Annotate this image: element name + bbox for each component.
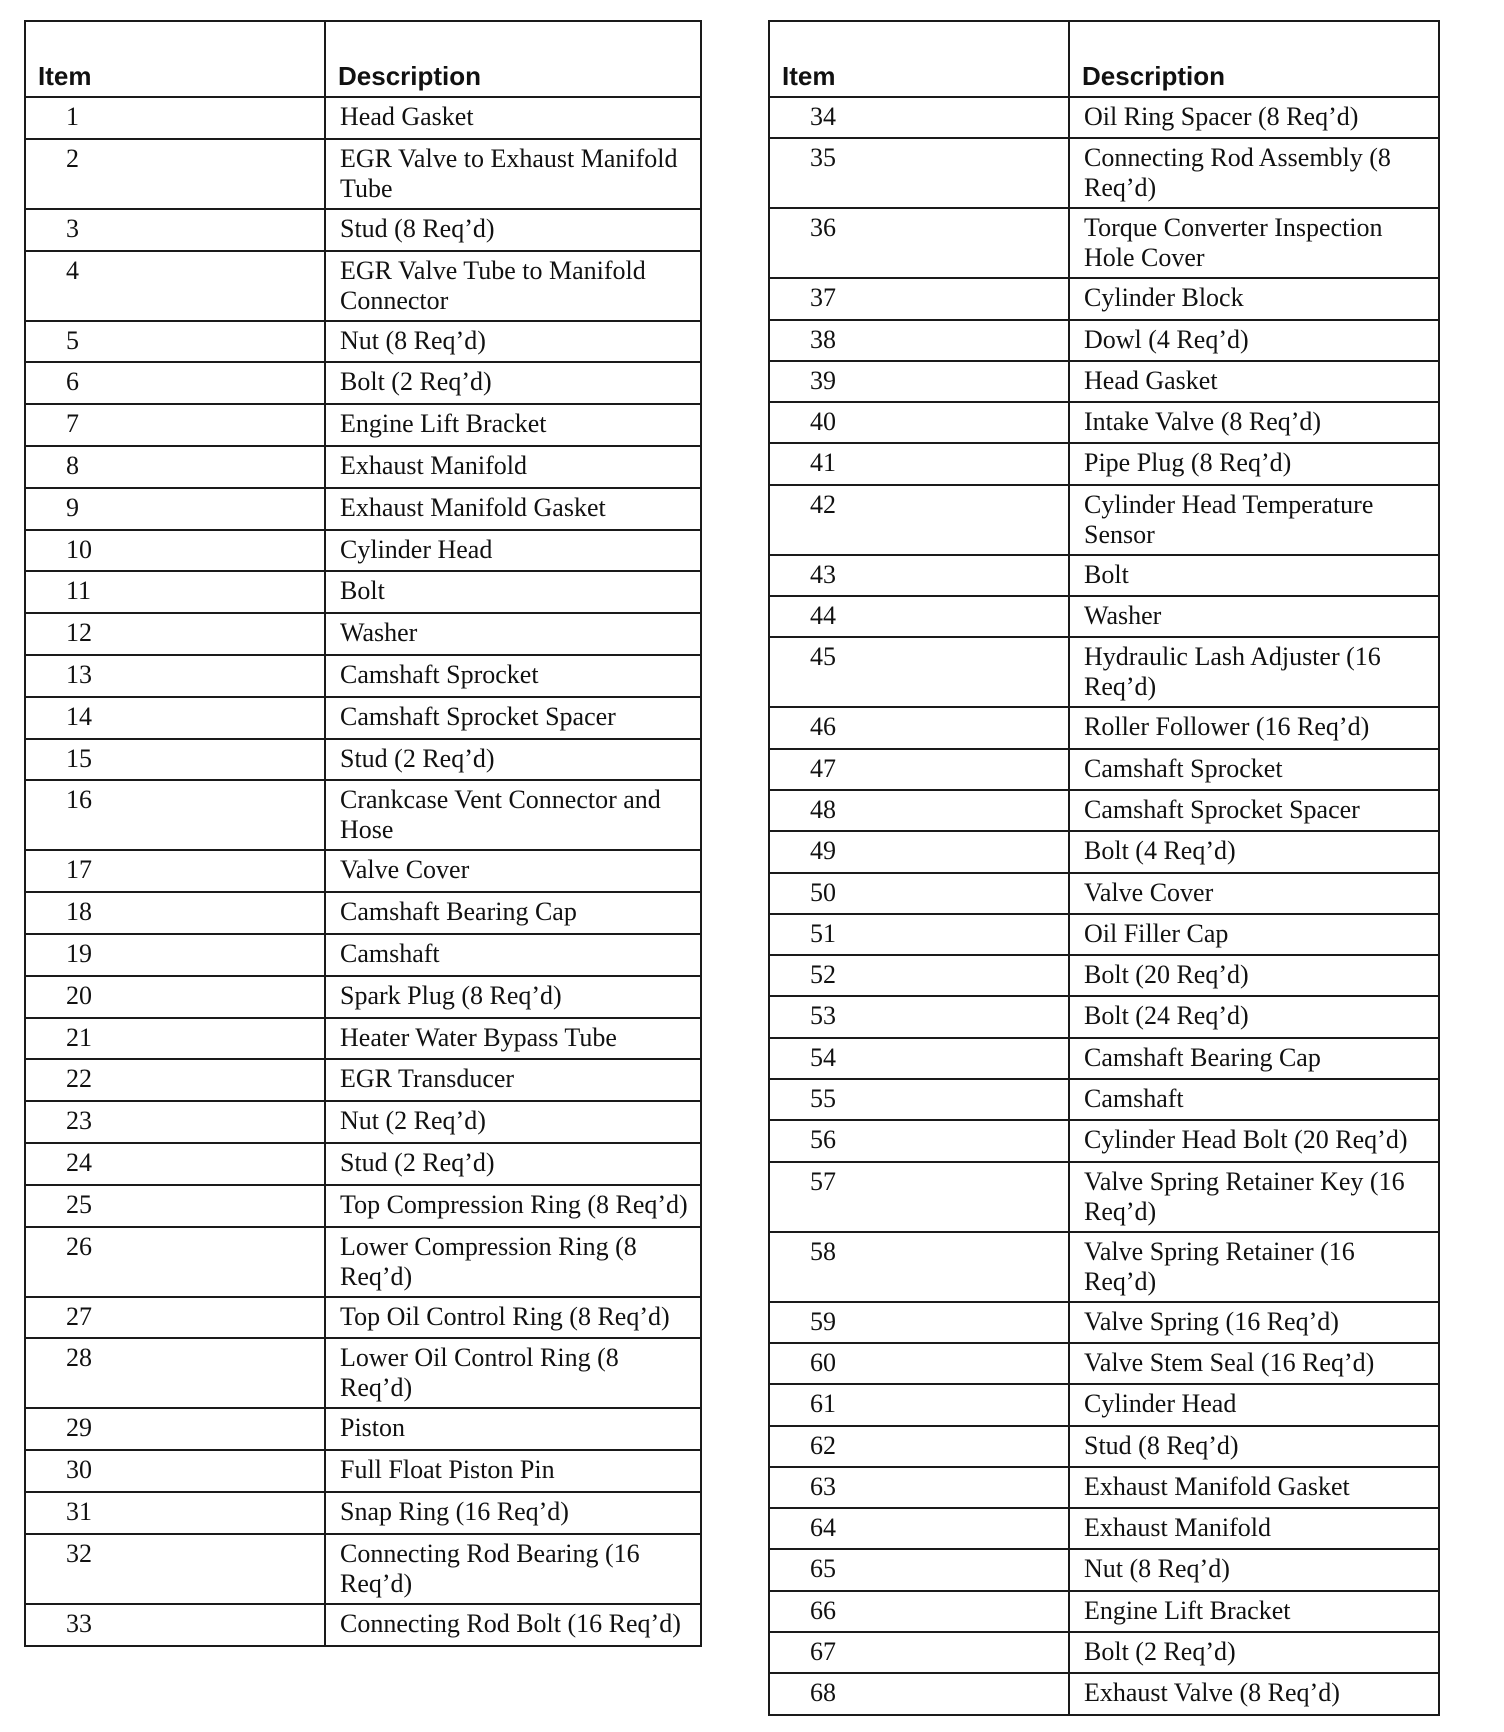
parts-table-left bbox=[24, 20, 702, 1647]
item-number-cell: 14 bbox=[25, 697, 325, 739]
description-cell: Pipe Plug (8 Req’d) bbox=[1069, 443, 1439, 484]
item-number-cell: 9 bbox=[25, 488, 325, 530]
item-number-cell: 62 bbox=[769, 1426, 1069, 1467]
description-cell: Camshaft bbox=[325, 934, 701, 976]
description-cell: Exhaust Manifold Gasket bbox=[1069, 1467, 1439, 1508]
item-number-cell: 52 bbox=[769, 955, 1069, 996]
table-row bbox=[769, 97, 1439, 138]
table-row bbox=[769, 637, 1439, 707]
item-number-cell: 68 bbox=[769, 1673, 1069, 1714]
table-row bbox=[769, 1302, 1439, 1343]
description-cell: Exhaust Manifold bbox=[325, 446, 701, 488]
table-row bbox=[769, 485, 1439, 555]
description-cell: Nut (8 Req’d) bbox=[325, 321, 701, 363]
description-cell: Valve Spring Retainer (16 Req’d) bbox=[1069, 1232, 1439, 1302]
table-row bbox=[769, 1508, 1439, 1549]
item-number-cell: 60 bbox=[769, 1343, 1069, 1384]
item-number-cell: 27 bbox=[25, 1297, 325, 1339]
table-row bbox=[769, 138, 1439, 208]
description-cell: Full Float Piston Pin bbox=[325, 1450, 701, 1492]
description-cell: Nut (8 Req’d) bbox=[1069, 1549, 1439, 1590]
item-number-cell: 22 bbox=[25, 1059, 325, 1101]
table-row bbox=[25, 404, 701, 446]
table-row bbox=[25, 446, 701, 488]
item-number-cell: 61 bbox=[769, 1384, 1069, 1425]
description-cell: Bolt bbox=[1069, 555, 1439, 596]
table-row bbox=[769, 914, 1439, 955]
table-row bbox=[25, 1408, 701, 1450]
item-number-cell: 63 bbox=[769, 1467, 1069, 1508]
item-number-cell: 36 bbox=[769, 208, 1069, 278]
item-number-cell: 55 bbox=[769, 1079, 1069, 1120]
description-cell: Top Compression Ring (8 Req’d) bbox=[325, 1185, 701, 1227]
table-row bbox=[25, 1604, 701, 1646]
description-cell: Top Oil Control Ring (8 Req’d) bbox=[325, 1297, 701, 1339]
item-number-cell: 38 bbox=[769, 320, 1069, 361]
description-cell: Washer bbox=[1069, 596, 1439, 637]
description-cell: Stud (8 Req’d) bbox=[325, 209, 701, 251]
table-row bbox=[25, 362, 701, 404]
table-row bbox=[25, 934, 701, 976]
item-number-cell: 2 bbox=[25, 139, 325, 209]
table-row bbox=[25, 1534, 701, 1604]
table-row bbox=[25, 1450, 701, 1492]
item-number-cell: 58 bbox=[769, 1232, 1069, 1302]
item-number-cell: 19 bbox=[25, 934, 325, 976]
table-row bbox=[25, 321, 701, 363]
description-cell: Connecting Rod Assembly (8 Req’d) bbox=[1069, 138, 1439, 208]
description-cell: Camshaft Sprocket bbox=[325, 655, 701, 697]
table-row bbox=[769, 443, 1439, 484]
table-row bbox=[769, 1426, 1439, 1467]
description-cell: Camshaft Bearing Cap bbox=[1069, 1038, 1439, 1079]
description-cell: Valve Cover bbox=[325, 850, 701, 892]
description-cell: Snap Ring (16 Req’d) bbox=[325, 1492, 701, 1534]
table-row bbox=[25, 488, 701, 530]
item-number-cell: 4 bbox=[25, 251, 325, 321]
description-cell: Bolt bbox=[325, 571, 701, 613]
item-number-cell: 39 bbox=[769, 361, 1069, 402]
item-number-cell: 40 bbox=[769, 402, 1069, 443]
table-row bbox=[25, 613, 701, 655]
table-row bbox=[25, 1018, 701, 1060]
description-cell: Crankcase Vent Connector and Hose bbox=[325, 780, 701, 850]
table-row bbox=[25, 97, 701, 139]
item-number-cell: 10 bbox=[25, 530, 325, 572]
description-cell: Lower Oil Control Ring (8 Req’d) bbox=[325, 1338, 701, 1408]
item-number-cell: 28 bbox=[25, 1338, 325, 1408]
item-column-header: Item bbox=[25, 21, 325, 97]
table-row bbox=[25, 655, 701, 697]
description-cell: Valve Spring (16 Req’d) bbox=[1069, 1302, 1439, 1343]
description-cell: Exhaust Manifold bbox=[1069, 1508, 1439, 1549]
description-cell: Engine Lift Bracket bbox=[325, 404, 701, 446]
item-number-cell: 33 bbox=[25, 1604, 325, 1646]
item-number-cell: 45 bbox=[769, 637, 1069, 707]
description-cell: Bolt (2 Req’d) bbox=[1069, 1632, 1439, 1673]
item-number-cell: 21 bbox=[25, 1018, 325, 1060]
item-number-cell: 7 bbox=[25, 404, 325, 446]
description-cell: Engine Lift Bracket bbox=[1069, 1591, 1439, 1632]
item-number-cell: 3 bbox=[25, 209, 325, 251]
table-row bbox=[769, 402, 1439, 443]
description-cell: Cylinder Block bbox=[1069, 278, 1439, 319]
table-row bbox=[769, 278, 1439, 319]
description-cell: Oil Ring Spacer (8 Req’d) bbox=[1069, 97, 1439, 138]
item-number-cell: 18 bbox=[25, 892, 325, 934]
item-number-cell: 16 bbox=[25, 780, 325, 850]
description-cell: EGR Valve to Exhaust Manifold Tube bbox=[325, 139, 701, 209]
item-number-cell: 65 bbox=[769, 1549, 1069, 1590]
description-cell: Camshaft Sprocket Spacer bbox=[1069, 790, 1439, 831]
table-row bbox=[25, 976, 701, 1018]
description-cell: Exhaust Valve (8 Req’d) bbox=[1069, 1673, 1439, 1714]
table-row bbox=[769, 1467, 1439, 1508]
table-row bbox=[25, 1101, 701, 1143]
description-cell: Stud (8 Req’d) bbox=[1069, 1426, 1439, 1467]
description-cell: Connecting Rod Bolt (16 Req’d) bbox=[325, 1604, 701, 1646]
description-cell: Head Gasket bbox=[1069, 361, 1439, 402]
item-number-cell: 25 bbox=[25, 1185, 325, 1227]
item-number-cell: 50 bbox=[769, 873, 1069, 914]
table-row bbox=[769, 996, 1439, 1037]
table-row bbox=[25, 780, 701, 850]
table-row bbox=[25, 892, 701, 934]
item-number-cell: 31 bbox=[25, 1492, 325, 1534]
table-row bbox=[25, 139, 701, 209]
description-cell: Camshaft bbox=[1069, 1079, 1439, 1120]
description-cell: Camshaft Bearing Cap bbox=[325, 892, 701, 934]
item-number-cell: 47 bbox=[769, 749, 1069, 790]
description-cell: EGR Transducer bbox=[325, 1059, 701, 1101]
table-row bbox=[25, 251, 701, 321]
item-number-cell: 41 bbox=[769, 443, 1069, 484]
description-column-header: Description bbox=[1069, 21, 1439, 97]
table-row bbox=[25, 850, 701, 892]
item-column-header: Item bbox=[769, 21, 1069, 97]
item-number-cell: 15 bbox=[25, 739, 325, 781]
table-row bbox=[25, 1143, 701, 1185]
item-number-cell: 44 bbox=[769, 596, 1069, 637]
table-row bbox=[769, 1120, 1439, 1161]
description-cell: Bolt (20 Req’d) bbox=[1069, 955, 1439, 996]
table-row bbox=[769, 320, 1439, 361]
table-row bbox=[25, 1059, 701, 1101]
item-number-cell: 59 bbox=[769, 1302, 1069, 1343]
table-row bbox=[769, 831, 1439, 872]
description-cell: Roller Follower (16 Req’d) bbox=[1069, 707, 1439, 748]
item-number-cell: 20 bbox=[25, 976, 325, 1018]
item-number-cell: 6 bbox=[25, 362, 325, 404]
table-row bbox=[25, 1185, 701, 1227]
description-cell: Torque Converter Inspection Hole Cover bbox=[1069, 208, 1439, 278]
item-number-cell: 12 bbox=[25, 613, 325, 655]
header-row bbox=[25, 21, 701, 97]
table-row bbox=[769, 1343, 1439, 1384]
table-row bbox=[769, 790, 1439, 831]
item-number-cell: 51 bbox=[769, 914, 1069, 955]
description-cell: Hydraulic Lash Adjuster (16 Req’d) bbox=[1069, 637, 1439, 707]
description-cell: Oil Filler Cap bbox=[1069, 914, 1439, 955]
item-number-cell: 17 bbox=[25, 850, 325, 892]
table-row bbox=[769, 596, 1439, 637]
item-number-cell: 1 bbox=[25, 97, 325, 139]
description-cell: Piston bbox=[325, 1408, 701, 1450]
description-cell: Valve Spring Retainer Key (16 Req’d) bbox=[1069, 1162, 1439, 1232]
table-row bbox=[769, 1232, 1439, 1302]
description-cell: Valve Cover bbox=[1069, 873, 1439, 914]
description-cell: Camshaft Sprocket bbox=[1069, 749, 1439, 790]
parts-table-body bbox=[25, 97, 701, 1646]
description-cell: Dowl (4 Req’d) bbox=[1069, 320, 1439, 361]
item-number-cell: 66 bbox=[769, 1591, 1069, 1632]
item-number-cell: 29 bbox=[25, 1408, 325, 1450]
table-row bbox=[769, 555, 1439, 596]
description-cell: Washer bbox=[325, 613, 701, 655]
item-number-cell: 23 bbox=[25, 1101, 325, 1143]
item-number-cell: 30 bbox=[25, 1450, 325, 1492]
parts-table-right bbox=[768, 20, 1440, 1716]
description-cell: Cylinder Head Bolt (20 Req’d) bbox=[1069, 1120, 1439, 1161]
table-row bbox=[25, 1492, 701, 1534]
table-row bbox=[769, 1162, 1439, 1232]
item-number-cell: 11 bbox=[25, 571, 325, 613]
table-row bbox=[25, 1338, 701, 1408]
table-row bbox=[769, 1591, 1439, 1632]
item-number-cell: 42 bbox=[769, 485, 1069, 555]
item-number-cell: 37 bbox=[769, 278, 1069, 319]
table-row bbox=[25, 697, 701, 739]
description-cell: Bolt (4 Req’d) bbox=[1069, 831, 1439, 872]
table-row bbox=[769, 208, 1439, 278]
parts-table-body bbox=[769, 97, 1439, 1715]
table-row bbox=[25, 571, 701, 613]
description-cell: Heater Water Bypass Tube bbox=[325, 1018, 701, 1060]
description-cell: Valve Stem Seal (16 Req’d) bbox=[1069, 1343, 1439, 1384]
description-column-header: Description bbox=[325, 21, 701, 97]
item-number-cell: 56 bbox=[769, 1120, 1069, 1161]
description-cell: Nut (2 Req’d) bbox=[325, 1101, 701, 1143]
description-cell: Bolt (2 Req’d) bbox=[325, 362, 701, 404]
item-number-cell: 13 bbox=[25, 655, 325, 697]
description-cell: Stud (2 Req’d) bbox=[325, 739, 701, 781]
description-cell: Lower Compression Ring (8 Req’d) bbox=[325, 1227, 701, 1297]
item-number-cell: 5 bbox=[25, 321, 325, 363]
item-number-cell: 48 bbox=[769, 790, 1069, 831]
description-cell: Connecting Rod Bearing (16 Req’d) bbox=[325, 1534, 701, 1604]
item-number-cell: 64 bbox=[769, 1508, 1069, 1549]
item-number-cell: 34 bbox=[769, 97, 1069, 138]
description-cell: Stud (2 Req’d) bbox=[325, 1143, 701, 1185]
header-row bbox=[769, 21, 1439, 97]
item-number-cell: 67 bbox=[769, 1632, 1069, 1673]
item-number-cell: 32 bbox=[25, 1534, 325, 1604]
table-row bbox=[25, 209, 701, 251]
table-row bbox=[25, 530, 701, 572]
item-number-cell: 8 bbox=[25, 446, 325, 488]
description-cell: Head Gasket bbox=[325, 97, 701, 139]
item-number-cell: 46 bbox=[769, 707, 1069, 748]
item-number-cell: 43 bbox=[769, 555, 1069, 596]
item-number-cell: 57 bbox=[769, 1162, 1069, 1232]
description-cell: EGR Valve Tube to Manifold Connector bbox=[325, 251, 701, 321]
description-cell: Cylinder Head bbox=[1069, 1384, 1439, 1425]
table-row bbox=[769, 955, 1439, 996]
table-row bbox=[769, 1632, 1439, 1673]
item-number-cell: 54 bbox=[769, 1038, 1069, 1079]
item-number-cell: 49 bbox=[769, 831, 1069, 872]
table-row bbox=[769, 749, 1439, 790]
description-cell: Intake Valve (8 Req’d) bbox=[1069, 402, 1439, 443]
item-number-cell: 35 bbox=[769, 138, 1069, 208]
table-row bbox=[769, 1549, 1439, 1590]
description-cell: Cylinder Head bbox=[325, 530, 701, 572]
description-cell: Cylinder Head Temperature Sensor bbox=[1069, 485, 1439, 555]
description-cell: Spark Plug (8 Req’d) bbox=[325, 976, 701, 1018]
table-row bbox=[25, 1297, 701, 1339]
table-row bbox=[769, 1673, 1439, 1714]
table-row bbox=[769, 873, 1439, 914]
description-cell: Bolt (24 Req’d) bbox=[1069, 996, 1439, 1037]
table-row bbox=[769, 1038, 1439, 1079]
table-row bbox=[769, 1079, 1439, 1120]
description-cell: Exhaust Manifold Gasket bbox=[325, 488, 701, 530]
description-cell: Camshaft Sprocket Spacer bbox=[325, 697, 701, 739]
item-number-cell: 24 bbox=[25, 1143, 325, 1185]
table-row bbox=[25, 739, 701, 781]
table-row bbox=[769, 707, 1439, 748]
table-row bbox=[769, 361, 1439, 402]
item-number-cell: 26 bbox=[25, 1227, 325, 1297]
table-row bbox=[25, 1227, 701, 1297]
item-number-cell: 53 bbox=[769, 996, 1069, 1037]
table-row bbox=[769, 1384, 1439, 1425]
